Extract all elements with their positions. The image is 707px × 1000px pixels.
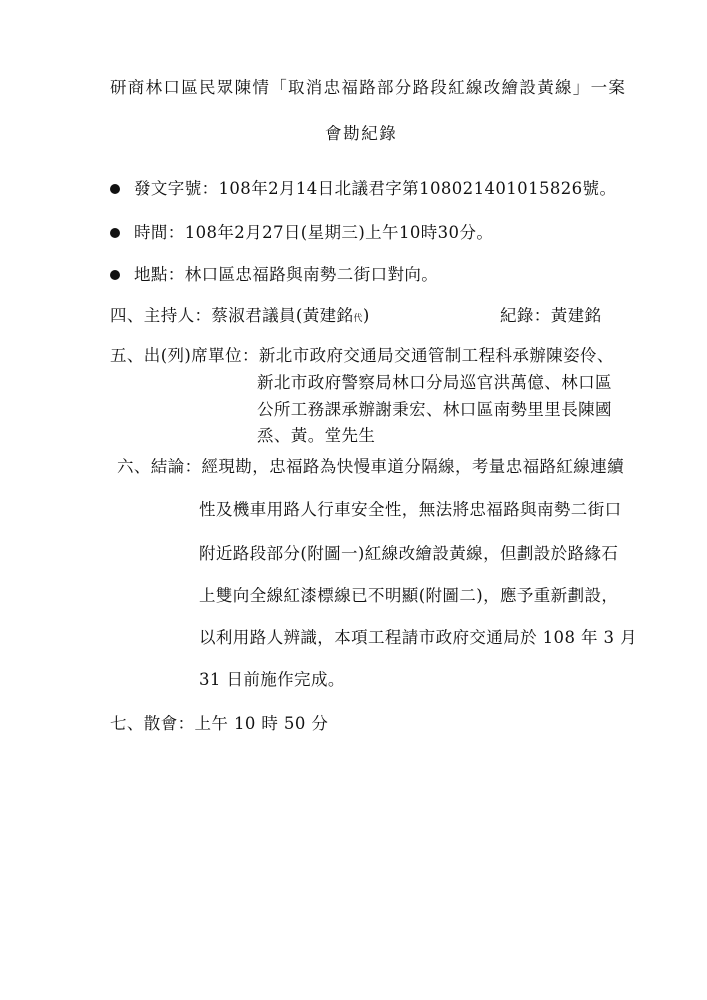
bullet-text: 時間：108年2月27日(星期三)上午10時30分。	[134, 223, 494, 242]
host-close: )	[362, 306, 370, 325]
attendees-line: 新北市政府警察局林口分局巡官洪萬億、林口區	[257, 373, 612, 392]
conclusion-line: 性及機車用路人行車安全性，無法將忠福路與南勢二街口	[199, 500, 622, 519]
conclusion-line: 六、結論：經現勘，忠福路為快慢車道分隔線，考量忠福路紅線連續	[117, 457, 624, 476]
host-label: 四、主持人：蔡淑君議員(黃建銘	[110, 306, 354, 325]
bullet-text: 地點：林口區忠福路與南勢二街口對向。	[134, 265, 439, 284]
bullet-dot-icon	[110, 270, 120, 280]
bullet-dot-icon	[110, 228, 120, 238]
adjourn-line: 七、散會：上午 10 時 50 分	[110, 714, 329, 733]
conclusion-line: 附近路段部分(附圖一)紅線改繪設黃線，但劃設於路緣石	[199, 544, 619, 563]
conclusion-line: 以利用路人辨識，本項工程請市政府交通局於 108 年 3 月	[199, 628, 637, 647]
proxy-mark: 代	[353, 314, 363, 324]
conclusion-line: 31 日前施作完成。	[199, 670, 345, 689]
conclusion-line: 上雙向全線紅漆標線已不明顯(附圖二)，應予重新劃設，	[199, 586, 619, 605]
bullet-dot-icon	[110, 184, 120, 194]
bullet-text: 發文字號：108年2月14日北議君字第108021401015826號。	[134, 179, 617, 198]
attendees-line: 烝、黃。堂先生	[257, 426, 376, 445]
recorder: 紀錄：黃建銘	[500, 306, 602, 325]
attendees-line: 公所工務課承辦謝秉宏、林口區南勢里里長陳國	[257, 400, 612, 419]
document-title: 研商林口區民眾陳情「取消忠福路部分路段紅線改繪設黃線」一案	[110, 78, 627, 97]
attendees-line: 五、出(列)席單位：新北市政府交通局交通管制工程科承辦陳姿伶、	[110, 346, 614, 365]
document-subtitle: 會勘紀錄	[325, 124, 398, 143]
host-line	[110, 305, 370, 330]
